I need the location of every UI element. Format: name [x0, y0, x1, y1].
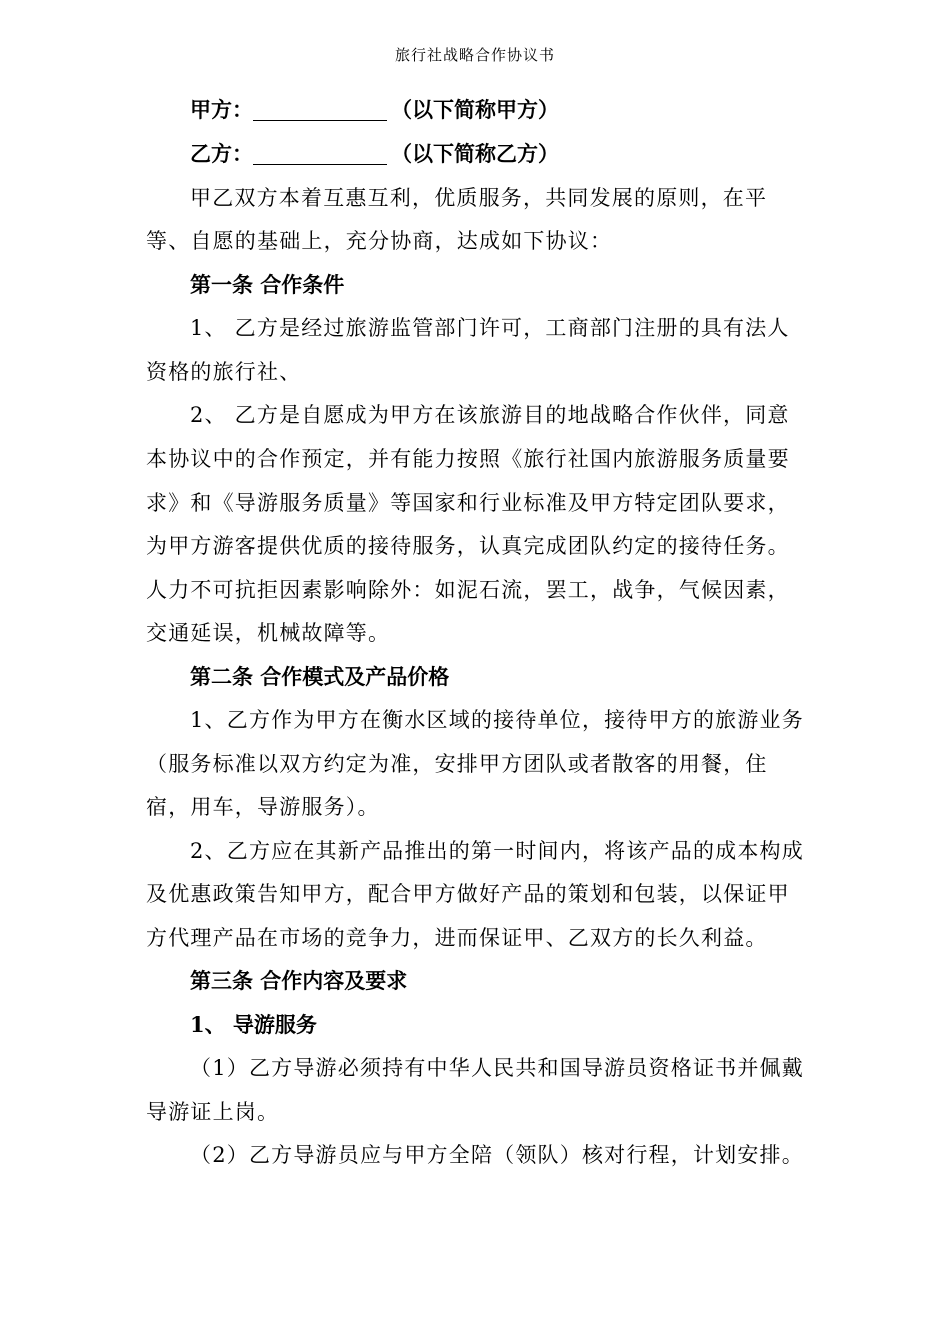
article-2-item-1-line: （服务标准以双方约定为准，安排甲方团队或者散客的用餐，住 — [146, 752, 768, 776]
party-b-suffix: （以下简称乙方） — [391, 141, 559, 166]
article-3-subsection-1-title: 1、 导游服务 — [190, 1012, 317, 1037]
article-2-item-1-line: 宿，用车，导游服务）。 — [146, 795, 380, 819]
article-3-title: 第三条 合作内容及要求 — [190, 968, 408, 993]
party-a-line — [190, 95, 559, 125]
article-1-item-2-line: 求》和《导游服务质量》等国家和行业标准及甲方特定团队要求， — [146, 491, 790, 515]
article-1-item-1-line: 资格的旅行社、 — [146, 360, 302, 384]
article-2-title: 第二条 合作模式及产品价格 — [190, 664, 450, 689]
article-2-item-1-line: 1、乙方作为甲方在衡水区域的接待单位，接待甲方的旅游业务 — [190, 708, 804, 732]
party-b-line — [190, 139, 559, 169]
preamble-line: 甲乙双方本着互惠互利，优质服务，共同发展的原则，在平 — [190, 186, 768, 210]
article-1-item-2-line: 为甲方游客提供优质的接待服务，认真完成团队约定的接待任务。 — [146, 534, 790, 558]
party-b-blank — [253, 142, 387, 165]
article-3-clause-2-line: （2）乙方导游员应与甲方全陪（领队）核对行程，计划安排。 — [190, 1143, 804, 1167]
party-a-blank — [253, 98, 387, 121]
article-1-item-2-line: 人力不可抗拒因素影响除外：如泥石流，罢工，战争，气候因素， — [146, 578, 790, 602]
article-1-item-2-line: 2、 乙方是自愿成为甲方在该旅游目的地战略合作伙伴，同意 — [190, 403, 790, 427]
article-1-item-2-line: 本协议中的合作预定，并有能力按照《旅行社国内旅游服务质量要 — [146, 447, 790, 471]
article-1-item-1-line: 1、 乙方是经过旅游监管部门许可，工商部门注册的具有法人 — [190, 316, 790, 340]
running-header: 旅行社战略合作协议书 — [394, 46, 555, 64]
article-2-item-2-line: 2、乙方应在其新产品推出的第一时间内，将该产品的成本构成 — [190, 839, 804, 863]
article-2-item-2-line: 及优惠政策告知甲方，配合甲方做好产品的策划和包装，以保证甲 — [146, 882, 790, 906]
preamble-line: 等、自愿的基础上，充分协商，达成如下协议： — [146, 229, 613, 253]
article-1-title: 第一条 合作条件 — [190, 272, 345, 297]
article-3-clause-1-line: 导游证上岗。 — [146, 1100, 280, 1124]
article-3-clause-1-line: （1）乙方导游必须持有中华人民共和国导游员资格证书并佩戴 — [190, 1056, 804, 1080]
party-a-suffix: （以下简称甲方） — [391, 97, 559, 122]
article-2-item-2-line: 方代理产品在市场的竞争力，进而保证甲、乙双方的长久利益。 — [146, 926, 768, 950]
party-a-label: 甲方： — [190, 97, 253, 122]
party-b-label: 乙方： — [190, 141, 253, 166]
article-1-item-2-line: 交通延误，机械故障等。 — [146, 621, 391, 645]
